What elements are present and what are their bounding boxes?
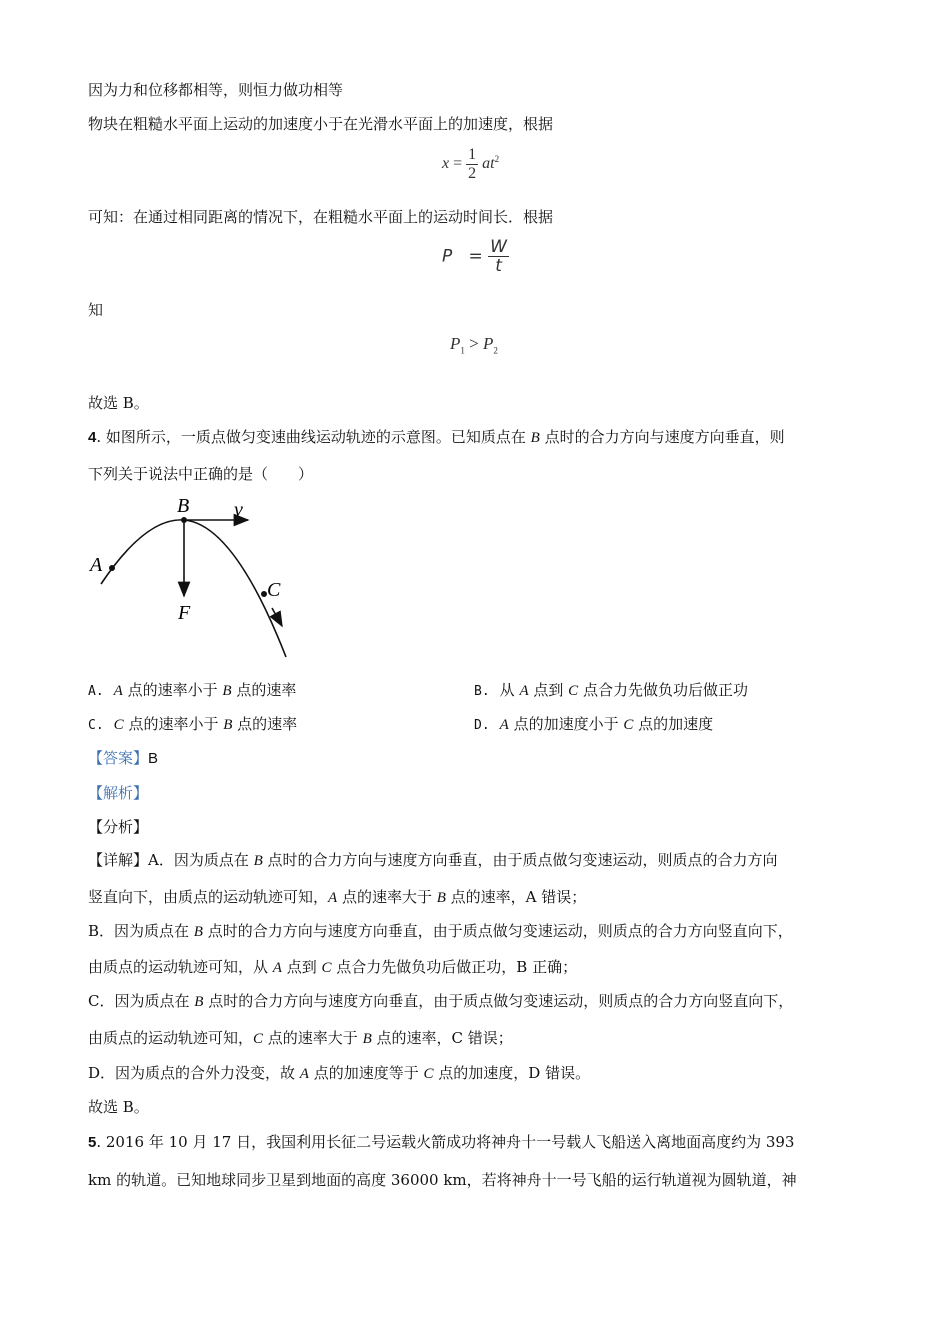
label-c: C: [267, 579, 281, 601]
text-line-4: 知: [88, 301, 104, 319]
answer-tag: 【答案】: [88, 749, 149, 767]
q4-text2: 点时的合力方向与速度方向垂直，则: [539, 428, 785, 446]
detail-7a: D．因为质点的合外力没变，故: [88, 1064, 300, 1082]
question-5-number: 5: [88, 1134, 97, 1151]
detail-3b: B: [193, 924, 203, 940]
eq1-numerator: 1: [468, 146, 477, 163]
detail-line-8: 故选 B。: [88, 1098, 149, 1116]
option-a-p1: A: [113, 683, 123, 699]
detail-6e: 点的速率，C 错误；: [371, 1029, 513, 1047]
option-b-p1: A: [519, 683, 529, 699]
eq3-sub2: 2: [493, 345, 498, 356]
equation-kinematics: [442, 146, 499, 183]
detail-2a: 竖直向下，由质点的运动轨迹可知，: [88, 888, 329, 906]
label-f: F: [178, 602, 191, 624]
option-c-t1: 点的速率小于: [123, 715, 224, 733]
equation-inequality: [450, 334, 498, 355]
option-c-p1: C: [113, 717, 124, 733]
detail-5a: C．因为质点在: [88, 992, 195, 1010]
eq1-exponent: 2: [494, 153, 500, 164]
eq3-p1: P: [450, 334, 461, 353]
option-a[interactable]: [88, 680, 296, 702]
question-4-stem-line-2: 下列关于说法中正确的是（ ）: [88, 465, 314, 483]
detail-1c: 点时的合力方向与速度方向垂直，由于质点做匀变速运动，则质点的合力方向: [262, 851, 778, 869]
eq1-rhs: at: [482, 155, 495, 173]
question-5-line-2: km 的轨道。已知地球同步卫星到地面的高度 36000 km，若将神舟十一号飞船的运行轨道视为圆轨道，神: [88, 1171, 797, 1189]
detail-6a: 由质点的运动轨迹可知，: [88, 1029, 254, 1047]
text-line-5: 故选 B。: [88, 394, 149, 412]
option-c-p2: B: [223, 717, 233, 733]
fenxi-tag: 【分析】: [88, 818, 149, 836]
eq2-denominator: t: [495, 256, 502, 276]
detail-2d: B: [436, 890, 446, 906]
option-b-t2: 点合力先做负功后做正功: [578, 681, 748, 699]
eq3-operator: >: [469, 334, 479, 353]
answer-value: B: [148, 750, 159, 767]
detail-2e: 点的速率，A 错误；: [445, 888, 587, 906]
option-a-p2: B: [222, 683, 232, 699]
question-4-number: 4: [88, 429, 97, 446]
detail-7c: 点的加速度等于: [308, 1064, 424, 1082]
option-d-p2: C: [623, 717, 634, 733]
detail-2c: 点的速率大于: [337, 888, 437, 906]
text-line-1: 因为力和位移都相等，则恒力做功相等: [88, 81, 344, 99]
eq1-denominator: 2: [468, 165, 477, 182]
label-a: A: [90, 554, 103, 576]
q4-text1: . 如图所示，一质点做匀变速曲线运动轨迹的示意图。已知质点在: [96, 428, 531, 446]
trajectory-curve: [101, 520, 286, 657]
eq1-lhs: x: [442, 155, 450, 173]
detail-4a: 由质点的运动轨迹可知，从: [88, 958, 273, 976]
eq2-numerator: W: [490, 237, 507, 257]
trajectory-direction-arrow: [272, 608, 282, 626]
analysis-tag: 【解析】: [88, 784, 149, 802]
question-5-line-1: [88, 1132, 794, 1153]
detail-line-1: [88, 850, 778, 871]
option-b-t0: 从: [499, 681, 520, 699]
question-4-stem-line-1: [88, 427, 785, 448]
option-b-p2: C: [568, 683, 579, 699]
eq2-fraction: [488, 238, 509, 275]
equation-power: [442, 238, 509, 275]
detail-4b: A: [272, 960, 282, 976]
detail-4e: 点合力先做负功后做正功，B 正确；: [331, 958, 578, 976]
detail-3c: 点时的合力方向与速度方向垂直，由于质点做匀变速运动，则质点的合力方向竖直向下，: [202, 922, 793, 940]
label-b: B: [177, 495, 190, 517]
detail-5c: 点时的合力方向与速度方向垂直，由于质点做匀变速运动，则质点的合力方向竖直向下，: [203, 992, 794, 1010]
eq2-lhs: P: [442, 246, 453, 267]
detail-6c: 点的速率大于: [263, 1029, 363, 1047]
eq1-fraction: [466, 146, 478, 183]
option-c[interactable]: [88, 714, 297, 736]
eq2-equals: =: [468, 246, 483, 267]
option-c-t2: 点的速率: [232, 715, 298, 733]
detail-line-6: [88, 1028, 513, 1049]
q4-point-b: B: [530, 430, 540, 446]
option-a-t1: 点的速率小于: [122, 681, 223, 699]
option-d-t2: 点的加速度: [633, 715, 714, 733]
detail-6d: B: [362, 1031, 372, 1047]
eq1-equals: =: [453, 155, 463, 173]
option-d[interactable]: [474, 714, 713, 736]
option-d-label: D.: [474, 718, 490, 733]
detail-2b: A: [328, 890, 338, 906]
eq3-p2: P: [482, 334, 494, 353]
answer-line: [88, 748, 158, 769]
detail-3a: B．因为质点在: [88, 922, 194, 940]
detail-5b: B: [194, 994, 204, 1010]
eq3-sub1: 1: [460, 345, 465, 356]
q5-text1: . 2016 年 10 月 17 日，我国利用长征二号运载火箭成功将神舟十一号载人飞船送入离地面高度约为 393: [96, 1133, 795, 1151]
option-c-label: C.: [88, 718, 104, 733]
option-d-p1: A: [499, 717, 509, 733]
option-a-label: A.: [88, 684, 104, 699]
option-a-t2: 点的速率: [231, 681, 297, 699]
detail-6b: C: [253, 1031, 264, 1047]
option-b-t1: 点到: [528, 681, 569, 699]
detail-line-5: [88, 991, 793, 1012]
text-line-2: 物块在粗糙水平面上运动的加速度小于在光滑水平面上的加速度，根据: [88, 115, 554, 133]
detail-4c: 点到: [281, 958, 322, 976]
detail-line-3: [88, 921, 793, 942]
detail-1a: 【详解】A．因为质点在: [88, 851, 254, 869]
detail-7d: C: [423, 1066, 434, 1082]
detail-4d: C: [321, 960, 332, 976]
trajectory-figure: [86, 492, 296, 664]
detail-line-4: [88, 957, 577, 978]
option-b[interactable]: [474, 680, 748, 702]
detail-line-7: [88, 1063, 590, 1084]
detail-7e: 点的加速度，D 错误。: [433, 1064, 591, 1082]
option-b-label: B.: [474, 684, 490, 699]
label-v: v: [234, 499, 243, 521]
detail-1b: B: [253, 853, 263, 869]
text-line-3: 可知：在通过相同距离的情况下，在粗糙水平面上的运动时间长．根据: [88, 208, 554, 226]
detail-line-2: [88, 887, 586, 908]
detail-7b: A: [299, 1066, 309, 1082]
option-d-t1: 点的加速度小于: [508, 715, 624, 733]
point-a-dot: [109, 565, 115, 571]
